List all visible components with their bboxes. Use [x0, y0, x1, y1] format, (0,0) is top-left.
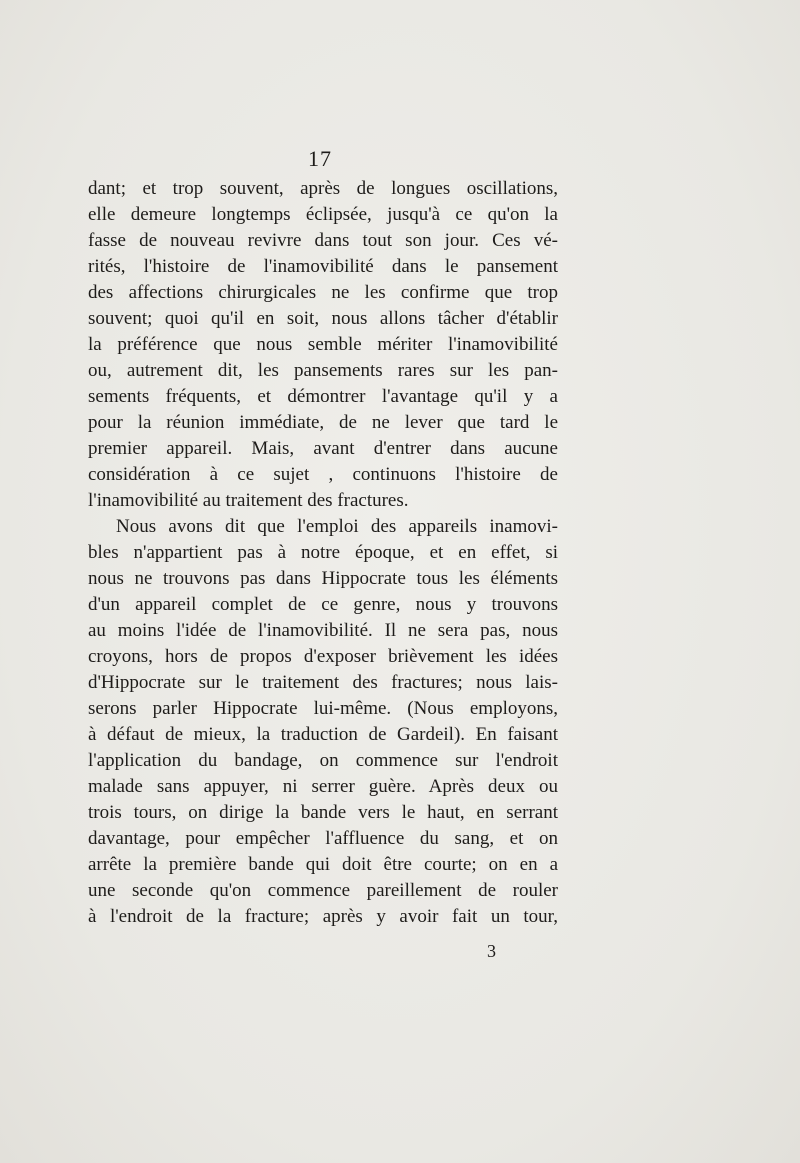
- text-line: des affections chirurgicales ne les confirme que trop: [88, 282, 558, 303]
- text-line: serons parler Hippocrate lui-même. (Nous employons,: [88, 698, 558, 719]
- text-line: rités, l'histoire de l'inamovibilité dans le pansement: [88, 256, 558, 277]
- text-line: l'inamovibilité au traitement des fractures.: [88, 490, 409, 511]
- text-line: une seconde qu'on commence pareillement de rouler: [88, 880, 558, 901]
- text-line: dant; et trop souvent, après de longues oscillations,: [88, 178, 558, 199]
- text-line: malade sans appuyer, ni serrer guère. Après deux ou: [88, 776, 558, 797]
- page-number: 17: [308, 146, 332, 171]
- text-line: d'un appareil complet de ce genre, nous y trouvons: [88, 594, 558, 615]
- text-line: elle demeure longtemps éclipsée, jusqu'à ce qu'on la: [88, 204, 558, 225]
- text-line: fasse de nouveau revivre dans tout son jour. Ces vé-: [88, 230, 558, 251]
- text-line: considération à ce sujet , continuons l'histoire de: [88, 464, 558, 485]
- text-line: ou, autrement dit, les pansements rares sur les pan-: [88, 360, 558, 381]
- text-line: arrête la première bande qui doit être courte; on en a: [88, 854, 558, 875]
- text-line: trois tours, on dirige la bande vers le haut, en serrant: [88, 802, 558, 823]
- text-line: à défaut de mieux, la traduction de Gardeil). En faisant: [88, 724, 558, 745]
- text-line: l'application du bandage, on commence sur l'endroit: [88, 750, 558, 771]
- text-line: premier appareil. Mais, avant d'entrer dans aucune: [88, 438, 558, 459]
- text-line: souvent; quoi qu'il en soit, nous allons tâcher d'établir: [88, 308, 558, 329]
- signature-mark: 3: [487, 941, 496, 961]
- text-line: nous ne trouvons pas dans Hippocrate tous les éléments: [88, 568, 558, 589]
- text-line: davantage, pour empêcher l'affluence du sang, et on: [88, 828, 558, 849]
- text-line: à l'endroit de la fracture; après y avoir fait un tour,: [88, 906, 558, 927]
- text-line: croyons, hors de propos d'exposer brièvement les idées: [88, 646, 558, 667]
- text-line: bles n'appartient pas à notre époque, et en effet, si: [88, 542, 558, 563]
- text-line: au moins l'idée de l'inamovibilité. Il ne sera pas, nous: [88, 620, 558, 641]
- text-line: pour la réunion immédiate, de ne lever que tard le: [88, 412, 558, 433]
- text-line: sements fréquents, et démontrer l'avantage qu'il y a: [88, 386, 558, 407]
- text-line: Nous avons dit que l'emploi des appareils inamovi-: [116, 516, 558, 537]
- body-text: [88, 176, 558, 930]
- text-line: d'Hippocrate sur le traitement des fractures; nous lais-: [88, 672, 558, 693]
- text-line: la préférence que nous semble mériter l'inamovibilité: [88, 334, 558, 355]
